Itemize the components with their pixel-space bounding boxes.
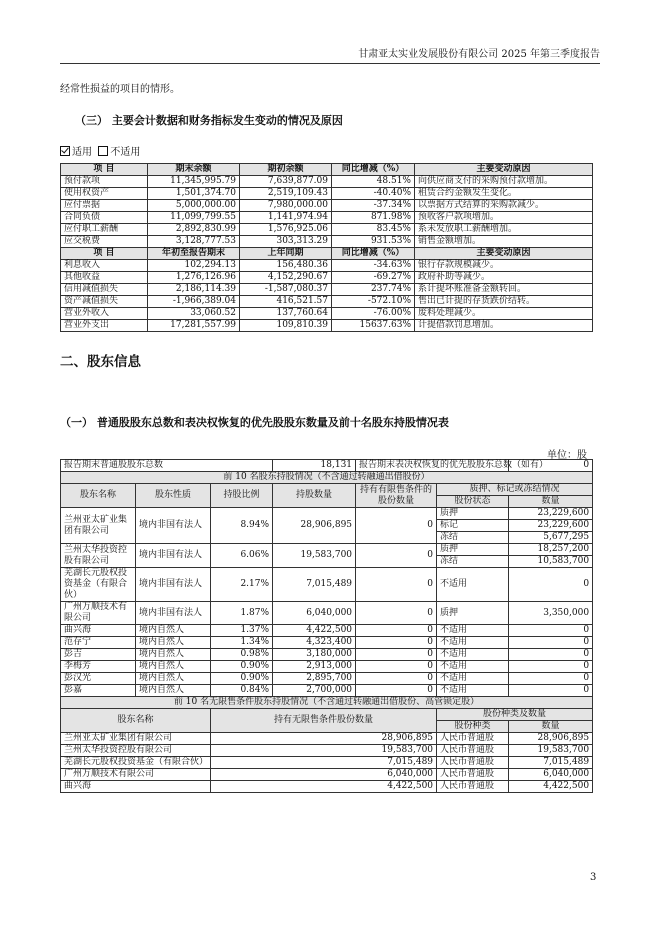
shareholders-table [60,459,593,793]
table-cell: 废料处理减少。 [415,308,593,320]
table-row [61,602,593,625]
pledge-status: 冻结 [437,532,509,544]
share-type-qty: 19,583,700 [509,745,593,757]
table-cell: 信用减值损失 [61,284,148,296]
unrestricted-qty: 6,040,000 [211,769,437,781]
restricted-qty: 0 [356,568,437,602]
table-cell: 48.51% [332,176,415,188]
table-cell: -69.27% [332,272,415,284]
table-row [61,460,593,472]
table-row [61,685,593,697]
table-cell: 营业外支出 [61,320,148,332]
table-row [61,248,593,260]
unit-label: 单位：股 [547,450,587,461]
shareholder-name: 范存宁 [61,637,136,649]
table-cell: 1,501,374.70 [148,188,240,200]
table-cell: 利息收入 [61,260,148,272]
table-cell: 33,060.52 [148,308,240,320]
table-cell: -34.63% [332,260,415,272]
column-header: 上年同期 [240,248,332,260]
table-cell: 系计提坏账准备金额转回。 [415,284,593,296]
table-row [61,508,593,520]
table-cell: 137,760.64 [240,308,332,320]
table-row [61,757,593,769]
column-header: 同比增减（%） [332,248,415,260]
pledge-qty: 0 [509,649,593,661]
share-type: 人民币普通股 [437,781,509,793]
shareholder-name: 兰州太华投资控股有限公司 [61,745,211,757]
table-cell: 931.53% [332,236,415,248]
holding-ratio: 8.94% [211,508,273,544]
holding-qty: 2,913,000 [273,661,356,673]
pledge-status: 质押 [437,508,509,520]
share-type: 人民币普通股 [437,745,509,757]
share-type: 人民币普通股 [437,733,509,745]
table-cell: 102,294.13 [148,260,240,272]
table-cell: 237.74% [332,284,415,296]
shareholder-nature: 境内自然人 [136,625,211,637]
table-row [61,709,593,721]
table-row [61,625,593,637]
table-row [61,296,593,308]
table-row [61,236,593,248]
pledge-status: 不适用 [437,568,509,602]
shareholder-name: 李梅芳 [61,661,136,673]
pledge-qty: 0 [509,673,593,685]
table-cell: 销售金额增加。 [415,236,593,248]
table-row [61,176,593,188]
shareholder-nature: 境内自然人 [136,673,211,685]
table-row [61,673,593,685]
shareholder-name: 兰州亚太矿业集团有限公司 [61,733,211,745]
holding-ratio: 0.90% [211,673,273,685]
pledge-status: 不适用 [437,625,509,637]
table-row [61,188,593,200]
pledge-status: 质押 [437,544,509,556]
table-row [61,781,593,793]
pledge-qty: 0 [509,661,593,673]
column-header: 股东性质 [136,484,211,508]
shareholder-nature: 境内自然人 [136,685,211,697]
column-header: 股份种类及数量 [437,709,593,721]
holding-qty: 28,906,895 [273,508,356,544]
table-cell: 系未发放职工薪酬增加。 [415,224,593,236]
table-cell: 2,892,830.99 [148,224,240,236]
column-header: 年初至报告期末 [148,248,240,260]
table-cell: -76.00% [332,308,415,320]
table-cell: 预收客户款项增加。 [415,212,593,224]
shareholder-nature: 境内非国有法人 [136,544,211,568]
column-header: 数量 [509,721,593,733]
table-cell: 17,281,557.99 [148,320,240,332]
restricted-qty: 0 [356,625,437,637]
pledge-status: 不适用 [437,685,509,697]
table-row [61,472,593,484]
table-cell: 11,099,799.55 [148,212,240,224]
table-cell: 1,276,126.96 [148,272,240,284]
holding-qty: 4,323,400 [273,637,356,649]
table-cell: 2,186,114.39 [148,284,240,296]
pledge-qty: 0 [509,637,593,649]
shareholder-name: 彭嘉 [61,685,136,697]
share-type-qty: 6,040,000 [509,769,593,781]
unchecked-box-icon [98,146,108,156]
table-row [61,320,593,332]
pledge-status: 不适用 [437,673,509,685]
holding-qty: 2,895,700 [273,673,356,685]
pledge-status: 不适用 [437,637,509,649]
pledge-status: 质押 [437,602,509,625]
share-type-qty: 28,906,895 [509,733,593,745]
shareholder-name: 曲兴海 [61,625,136,637]
unrestricted-qty: 4,422,500 [211,781,437,793]
section-2-1-title: （一） 普通股股东总数和表决权恢复的优先股股东数量及前十名股东持股情况表 [60,416,449,429]
table-cell: 资产减值损失 [61,296,148,308]
restricted-qty: 0 [356,673,437,685]
column-header: 主要变动原因 [415,248,593,260]
table-cell: 3,128,777.53 [148,236,240,248]
column-header: 项 目 [61,164,148,176]
pledge-qty: 0 [509,625,593,637]
table-row [61,200,593,212]
table-cell: 其他收益 [61,272,148,284]
table-row [61,484,593,496]
table-cell: 303,313.29 [240,236,332,248]
restricted-qty: 0 [356,685,437,697]
table-cell: 应付票据 [61,200,148,212]
summary-value: 18,131 [273,460,356,472]
holding-qty: 2,700,000 [273,685,356,697]
table-row [61,308,593,320]
shareholder-name: 广州万顺技术有限公司 [61,602,136,625]
table-cell: 156,480.36 [240,260,332,272]
pledge-status: 标记 [437,520,509,532]
applicable-label: 适用 [72,147,92,158]
table-cell: 5,000,000.00 [148,200,240,212]
shareholder-nature: 境内自然人 [136,661,211,673]
pledge-status: 不适用 [437,649,509,661]
table-cell: 银行存款规模减少。 [415,260,593,272]
pledge-qty: 3,350,000 [509,602,593,625]
table-cell: 应付职工薪酬 [61,224,148,236]
table-cell: -572.10% [332,296,415,308]
column-header: 持股比例 [211,484,273,508]
table-row [61,544,593,556]
pledge-status: 不适用 [437,661,509,673]
summary-label: 报告期末普通股股东总数 [61,460,273,472]
column-header: 主要变动原因 [415,164,593,176]
table-cell: -37.34% [332,200,415,212]
column-header: 数量 [509,496,593,508]
column-header: 同比增减（%） [332,164,415,176]
holding-ratio: 1.34% [211,637,273,649]
shareholder-name: 彭汉光 [61,673,136,685]
unrestricted-qty: 19,583,700 [211,745,437,757]
summary-value: 0 [509,460,593,472]
pledge-qty: 18,257,200 [509,544,593,556]
pledge-qty: 23,229,600 [509,520,593,532]
column-header: 期末余额 [148,164,240,176]
shareholder-name: 兰州亚太矿业集团有限公司 [61,508,136,544]
shareholder-nature: 境内自然人 [136,637,211,649]
table-row [61,649,593,661]
pledge-qty: 23,229,600 [509,508,593,520]
column-header: 持股数量 [273,484,356,508]
table-row [61,260,593,272]
column-header: 项 目 [61,248,148,260]
table-row [61,745,593,757]
table-cell: 营业外收入 [61,308,148,320]
column-header: 质押、标记或冻结情况 [437,484,593,496]
table-cell: 2,519,109.43 [240,188,332,200]
pledge-qty: 0 [509,685,593,697]
shareholder-name: 广州万顺技术有限公司 [61,769,211,781]
shareholder-name: 芜湖长元股权投资基金（有限合伙） [61,757,211,769]
table-cell: 7,980,000.00 [240,200,332,212]
table-cell: 向供应商支付的采购预付款增加。 [415,176,593,188]
table-cell: 1,576,925.06 [240,224,332,236]
page-number: 3 [590,872,597,883]
table-cell: 计提借款罚息增加。 [415,320,593,332]
restricted-qty: 0 [356,661,437,673]
holding-ratio: 0.98% [211,649,273,661]
financial-changes-table [60,163,593,332]
unrestricted-qty: 7,015,489 [211,757,437,769]
table-cell: 政府补助等减少。 [415,272,593,284]
share-type: 人民币普通股 [437,757,509,769]
column-header: 股东名称 [61,709,211,733]
restricted-qty: 0 [356,649,437,661]
restricted-qty: 0 [356,602,437,625]
page-header: 甘肃亚太实业发展股份有限公司 2025 年第三季度报告 [60,45,600,64]
table-cell: 15637.63% [332,320,415,332]
column-header: 股份种类 [437,721,509,733]
table-cell: 109,810.39 [240,320,332,332]
holding-ratio: 1.87% [211,602,273,625]
table-cell: -40.40% [332,188,415,200]
column-header: 期初余额 [240,164,332,176]
unrestricted-qty: 28,906,895 [211,733,437,745]
restricted-qty: 0 [356,508,437,544]
table-cell: 应交税费 [61,236,148,248]
shareholder-nature: 境内非国有法人 [136,602,211,625]
table-cell: 1,141,974.94 [240,212,332,224]
shareholder-name: 兰州太华投资控股有限公司 [61,544,136,568]
shareholder-name: 彭吉 [61,649,136,661]
table-cell: 租赁合约金额发生变化。 [415,188,593,200]
pledge-status: 冻结 [437,556,509,568]
restricted-qty: 0 [356,544,437,568]
column-header: 股份状态 [437,496,509,508]
table-cell: -1,587,080.37 [240,284,332,296]
shareholder-nature: 境内非国有法人 [136,508,211,544]
shareholder-name: 芜湖长元股权投资基金（有限合伙） [61,568,136,602]
column-header: 股东名称 [61,484,136,508]
table-row [61,164,593,176]
shareholder-nature: 境内自然人 [136,649,211,661]
holding-ratio: 1.37% [211,625,273,637]
table-row [61,284,593,296]
table-row [61,697,593,709]
table-cell: 11,345,995.79 [148,176,240,188]
restricted-qty: 0 [356,637,437,649]
table-row [61,733,593,745]
column-header: 持有无限售条件股份数量 [211,709,437,733]
holding-qty: 7,015,489 [273,568,356,602]
table-row [61,568,593,602]
holding-ratio: 0.84% [211,685,273,697]
table-cell: -1,966,389.04 [148,296,240,308]
holding-qty: 19,583,700 [273,544,356,568]
table-cell: 售出已计提的存货跌价结转。 [415,296,593,308]
shareholder-name: 曲兴海 [61,781,211,793]
table-row [61,769,593,781]
holding-qty: 3,180,000 [273,649,356,661]
table-row [61,661,593,673]
shareholder-nature: 境内非国有法人 [136,568,211,602]
summary-label: 报告期末表决权恢复的优先股股东总数（如有） [356,460,509,472]
table-cell: 合同负债 [61,212,148,224]
table-cell: 以票据方式结算的采购款减少。 [415,200,593,212]
section-3-title: （三） 主要会计数据和财务指标发生变动的情况及原因 [75,114,343,127]
pledge-qty: 10,583,700 [509,556,593,568]
table-row [61,212,593,224]
section-2-title: 二、股东信息 [60,354,141,370]
holding-qty: 6,040,000 [273,602,356,625]
pledge-qty: 5,677,295 [509,532,593,544]
table-cell: 871.98% [332,212,415,224]
share-type-qty: 7,015,489 [509,757,593,769]
not-applicable-label: 不适用 [110,147,141,158]
table-cell: 83.45% [332,224,415,236]
table-row [61,637,593,649]
section-row-title: 前 10 名股东持股情况（不含通过转融通出借股份） [61,472,593,484]
table-cell: 使用权资产 [61,188,148,200]
intro-text: 经常性损益的项目的情形。 [60,84,180,95]
pledge-qty: 0 [509,568,593,602]
holding-ratio: 0.90% [211,661,273,673]
holding-ratio: 6.06% [211,544,273,568]
table-cell: 7,639,877.09 [240,176,332,188]
section-row-title: 前 10 名无限售条件股东持股情况（不含通过转融通出借股份、高管锁定股） [61,697,593,709]
holding-ratio: 2.17% [211,568,273,602]
table-row [61,272,593,284]
table-cell: 预付款项 [61,176,148,188]
column-header: 持有有限售条件的股份数量 [356,484,437,508]
table-cell: 4,152,290.67 [240,272,332,284]
checked-box-icon [60,146,70,156]
applicability-row [60,143,140,158]
holding-qty: 4,422,500 [273,625,356,637]
table-row [61,224,593,236]
share-type: 人民币普通股 [437,769,509,781]
table-cell: 416,521.57 [240,296,332,308]
share-type-qty: 4,422,500 [509,781,593,793]
